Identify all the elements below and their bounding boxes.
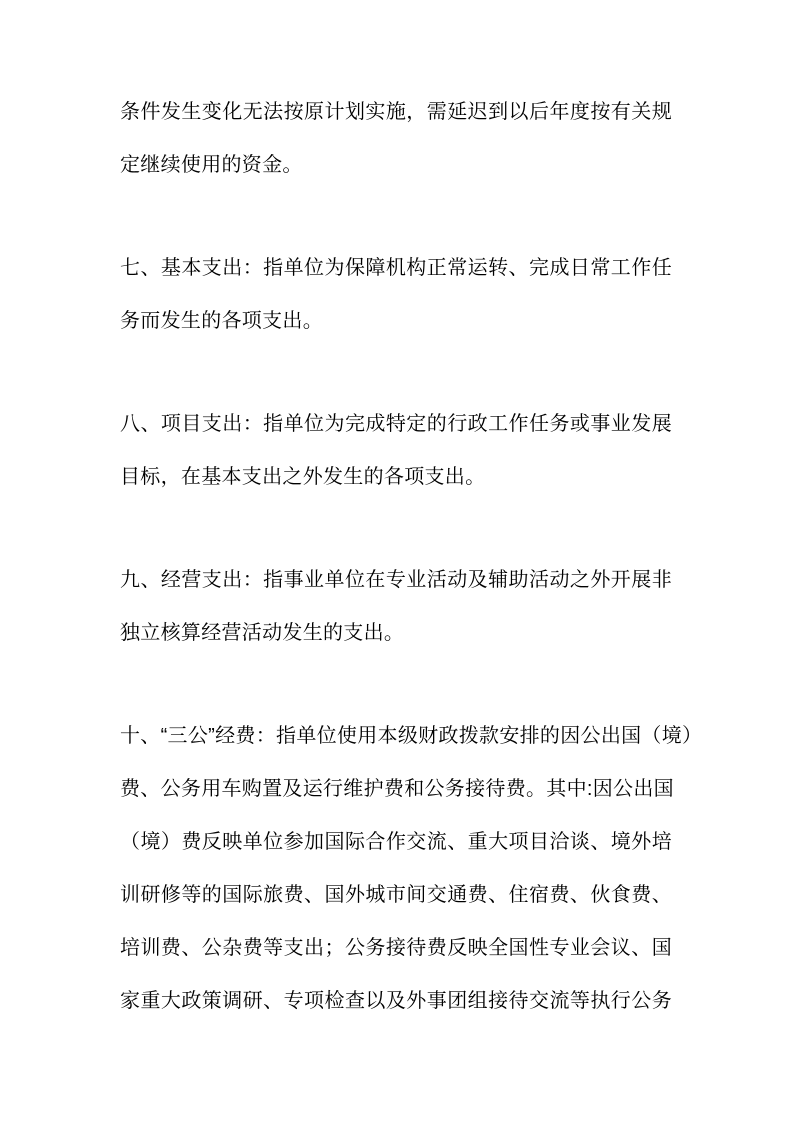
text-line: 培训费、公杂费等支出；公务接待费反映全国性专业会议、国 bbox=[120, 937, 672, 959]
text-line: 八、项目支出：指单位为完成特定的行政工作任务或事业发展 bbox=[120, 413, 672, 435]
document-body bbox=[120, 86, 703, 1028]
paragraph bbox=[120, 710, 703, 1028]
text-line: 训研修等的国际旅费、国外城市间交通费、住宿费、伙食费、 bbox=[120, 884, 672, 906]
paragraph bbox=[120, 242, 672, 348]
text-line: 九、经营支出：指事业单位在专业活动及辅助活动之外开展非 bbox=[120, 569, 672, 591]
paragraph bbox=[120, 554, 672, 660]
text-line: 十、“三公”经费：指单位使用本级财政拨款安排的因公出国（境） bbox=[120, 725, 703, 747]
text-line: 七、基本支出：指单位为保障机构正常运转、完成日常工作任 bbox=[120, 257, 672, 279]
text-line: 务而发生的各项支出。 bbox=[120, 310, 323, 332]
text-line: 定继续使用的资金。 bbox=[120, 154, 303, 176]
text-line: 目标，在基本支出之外发生的各项支出。 bbox=[120, 466, 486, 488]
text-line: （境）费反映单位参加国际合作交流、重大项目洽谈、境外培 bbox=[120, 831, 672, 853]
text-line: 家重大政策调研、专项检查以及外事团组接待交流等执行公务 bbox=[120, 990, 672, 1012]
text-line: 费、公务用车购置及运行维护费和公务接待费。其中:因公出国 bbox=[120, 778, 674, 800]
text-line: 条件发生变化无法按原计划实施，需延迟到以后年度按有关规 bbox=[120, 101, 672, 123]
paragraph bbox=[120, 398, 672, 504]
paragraph bbox=[120, 86, 672, 192]
text-line: 独立核算经营活动发生的支出。 bbox=[120, 622, 405, 644]
